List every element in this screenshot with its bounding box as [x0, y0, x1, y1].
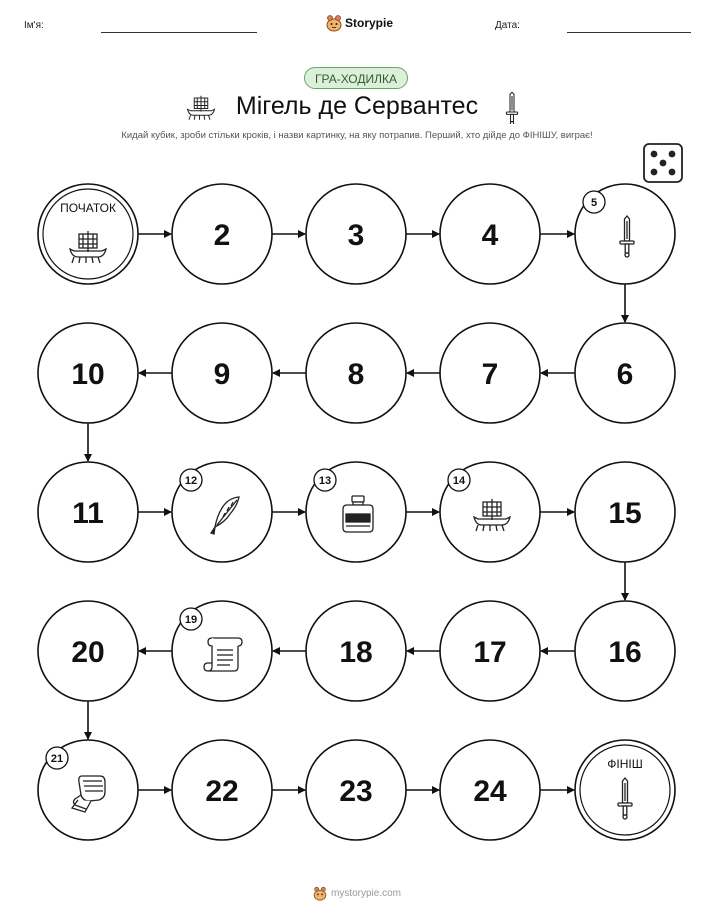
page-title: Мігель де Сервантес: [235, 92, 479, 120]
game-instructions: Кидай кубик, зроби стільки кроків, і назви картинку, на яку потрапив. Перший, хто дійде до ФІНІШУ, виграє!: [121, 130, 593, 141]
board-cell-4: [440, 184, 540, 284]
cell-number: 16: [608, 636, 642, 669]
cell-number: 20: [71, 636, 105, 669]
finish-label: ФІНІШ: [607, 757, 643, 771]
board-cell-10: [38, 323, 138, 423]
name-label: Ім'я:: [24, 20, 44, 31]
board-cell-3: [306, 184, 406, 284]
cell-number: 19: [184, 614, 198, 626]
start-label: ПОЧАТОК: [60, 201, 116, 215]
board-cell-25: [575, 740, 675, 840]
board-cell-8: [306, 323, 406, 423]
cell-number: 7: [481, 358, 499, 391]
board-cell-7: [440, 323, 540, 423]
board-cell-23: [306, 740, 406, 840]
board-cell-9: [172, 323, 272, 423]
pie-mascot-icon: [313, 886, 327, 901]
board-cell-17: [440, 601, 540, 701]
cell-number: 21: [50, 753, 64, 765]
cell-number: 14: [452, 475, 466, 487]
board-cell-24: [440, 740, 540, 840]
date-label: Дата:: [495, 20, 520, 31]
cell-number: 18: [339, 636, 373, 669]
cell-number: 5: [590, 197, 598, 209]
brand-name: Storypie: [345, 16, 394, 30]
board-cell-13: [306, 462, 406, 562]
cell-number: 4: [481, 219, 499, 252]
board-cell-20: [38, 601, 138, 701]
board-cell-16: [575, 601, 675, 701]
cell-number: 10: [71, 358, 105, 391]
cell-number: 3: [347, 219, 365, 252]
board-cell-6: [575, 323, 675, 423]
board-cell-1: [38, 184, 138, 284]
cell-number: 13: [318, 475, 332, 487]
board-cell-18: [306, 601, 406, 701]
footer-site: mystorypie.com: [330, 888, 401, 899]
game-type-badge: ГРА-ХОДИЛКА: [304, 67, 408, 89]
board-cell-19: [172, 601, 272, 701]
footer: [0, 886, 714, 901]
cell-number: 12: [184, 475, 198, 487]
cell-number: 9: [213, 358, 231, 391]
cell-number: 11: [72, 497, 104, 530]
board-cell-2: [172, 184, 272, 284]
cell-number: 15: [608, 497, 642, 530]
board-cell-15: [575, 462, 675, 562]
board-cell-11: [38, 462, 138, 562]
cell-number: 8: [347, 358, 365, 391]
cell-number: 23: [339, 775, 373, 808]
board-cell-5: [575, 184, 675, 284]
cell-number: 24: [473, 775, 507, 808]
board-cell-21: [38, 740, 138, 840]
cell-number: 2: [213, 219, 231, 252]
cell-number: 22: [205, 775, 239, 808]
cell-number: 17: [473, 636, 507, 669]
cell-number: 6: [616, 358, 634, 391]
board-cell-22: [172, 740, 272, 840]
board-cell-14: [440, 462, 540, 562]
board-cell-12: [172, 462, 272, 562]
